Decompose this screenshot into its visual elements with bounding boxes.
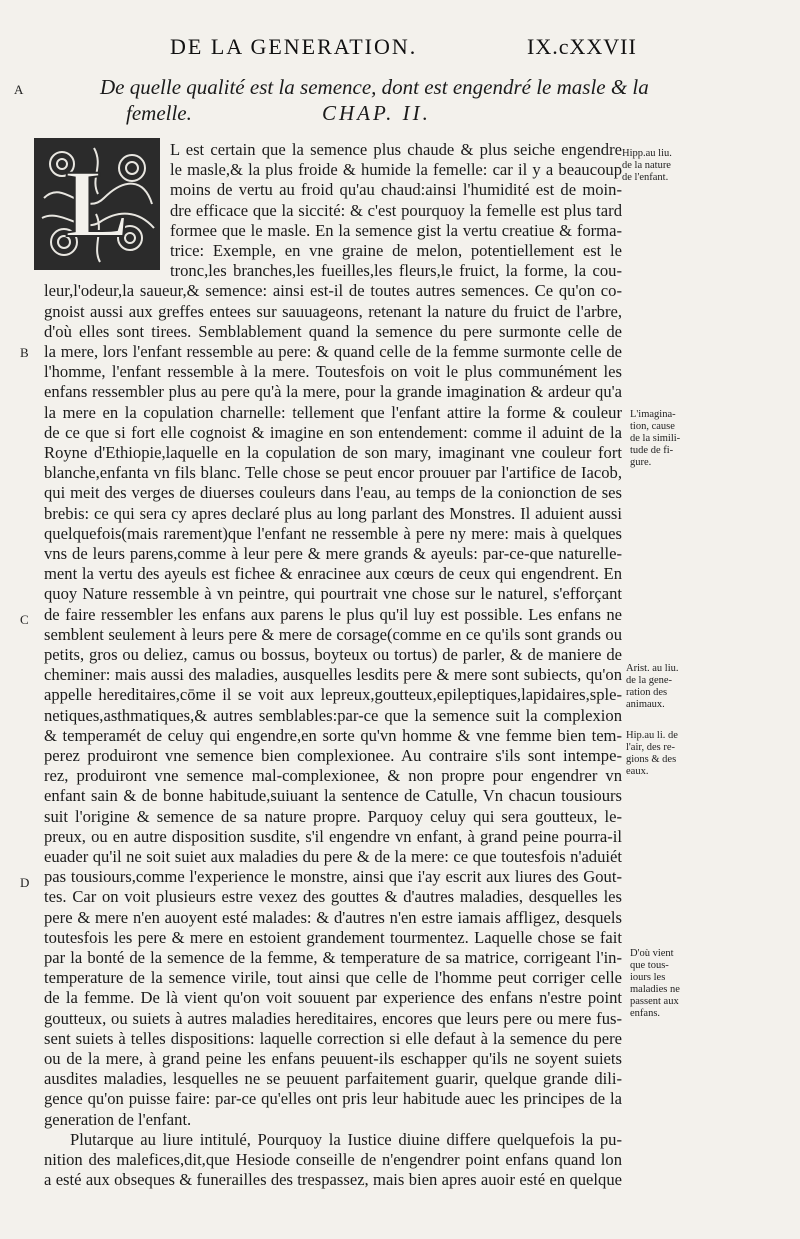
text-line: preux, ou en autre disposition susdite, s'il engendre vn enfant, à grand peine pourra-il [44,826,622,846]
text-line: moins de vertu au froid qu'au chaud:ainsi l'humidité est de moin- [170,180,622,200]
text-line: Royne d'Ethiopie,laquelle en la copulation de son mary, imaginant vne couleur fort [44,443,622,462]
text-line: l'homme, l'enfant ressemble à la mere. Toutesfois on voit le plus communément les [44,362,622,382]
initial-letter: L [64,150,130,257]
text-line: gnoist aussi aux greffes entees sur sauuageons, retenant la nature du fruict de l'arbre, [44,301,622,321]
text-line: dre efficace que la siccité: & c'est pourquoy la femelle est plus tard [170,200,622,220]
margin-note-hippocrates-air: Hip.au li. de l'air, des re- gions & des eaux. [626,730,678,777]
folio-number: IX.cXXVII [527,34,637,59]
text-line: quelquefois(mais rarement)que l'enfant ne ressemble à pere ny mere: mais à quelques [44,523,622,543]
section-marker-d: D [20,875,30,890]
text-line: la mere en la copulation charnelle: tellement que l'enfant attire la forme & couleur [44,402,622,422]
margin-note-aristotle: Arist. au liu. de la gene- ration des animaux. [626,663,679,710]
text-line: toutesfois les pere & mere en estoient grandement tourmentez. Laquelle chose se fait [44,927,622,947]
text-line: appelle hereditaires,cōme il se voit aux lepreux,goutteux,epileptiques,lapidaires,sple- [44,685,622,705]
text-line: ausdites maladies, lesquelles ne se peuuent parfaitement guarir, quelque grande dili- [44,1069,622,1089]
text-line: sent suiets à telles dispositions: laquelle correction si elle defaut à la semence du pere [44,1028,622,1048]
text-line: tronc,les branches,les fueilles,les fleurs,le fruict, la forme, la cou- [170,261,622,281]
text-line: L est certain que la semence plus chaude & plus seiche engendre [170,140,622,159]
text-line: formee que le masle. En la semence gist la vertu creatiue & forma- [170,220,622,240]
margin-note-hippocrates: Hipp.au liu. de la nature de l'enfant. [622,148,672,183]
text-line: brebis: ce qui sera cy apres declaré plus au long parlant des Monstres. Il aduient aussi [44,503,622,523]
text-line: rez, produiront vne semence mal-complexionee, & non propre pour engendrer vn [44,766,622,786]
text-line: semblent seulement à leurs pere & mere de corsage(comme en ce qu'ils sont grands ou [44,624,622,644]
text-line: Plutarque au liure intitulé, Pourquoy la Iustice diuine differe quelquefois la pu- [70,1129,622,1149]
text-line: petits, gros ou deliez, camus ou bossus, boyteux ou tortus) de parler, & de maniere de [44,645,622,664]
text-line: a esté aux obseques & funerailles des trespassez, mais bien apres auoir esté en quelque [44,1170,622,1190]
section-marker-a: A [14,82,24,97]
margin-note-imagination: L'imagina- tion, cause de la simili- tude de fi- gure. [630,409,681,468]
text-line: de ce que si fort elle cognoist & imagine en son entendement: comme il aduint de la [44,422,622,442]
text-line: ou de la mere, à grand peine les enfans peuuent-ils eschapper qu'ils ne soyent suiets [44,1049,622,1068]
text-line: enfans ressembler plus au pere qu'à la mere, pour la grande imagination & ardeur qu'a [44,382,622,402]
text-line: ment la vertu des ayeuls est fichee & enracinee aux cœurs de ceux qui engendrent. En [44,564,622,584]
text-line: nition des malefices,dit,que Hesiode conseille de n'engendrer point enfans quand lon [44,1150,622,1169]
margin-note-hereditary: D'où vient que tous- iours les maladies ne passent aux enfans. [630,948,680,1019]
section-marker-b: B [20,345,29,360]
text-line: de faire ressembler les enfans aux parens le plus qu'il luy est possible. Les enfans ne [44,604,622,624]
text-line: netiques,asthmatiques,& autres semblables:par-ce que la semence suit la complexion [44,705,622,725]
text-line: trice: Exemple, en vne graine de melon, potentiellement est le [170,241,622,260]
text-line: blanche,enfanta vn fils blanc. Telle chose se peut encor prouuer par l'artifice de Iacob, [44,463,622,483]
text-line: goutteux, ou suiets à autres maladies hereditaires, encores que leurs pere ou mere fus- [44,1008,622,1028]
text-line: de la femme. De là vient qu'on voit souuent par experience des enfans n'estre point [44,988,622,1008]
text-line: temperature de la semence virile, tout ainsi que celle de l'homme peut corriger celle [44,968,622,988]
text-line: leur,l'odeur,la saueur,& semence: ainsi est-il de toutes autres semences. Ce qu'on co- [44,281,622,301]
chapter-title-line2: femelle. [126,101,192,125]
text-line: generation de l'enfant. [44,1109,192,1129]
text-line: d'où elles sont tirees. Semblablement quand la semence du pere surmonte celle de [44,321,622,341]
text-line: pere & mere n'en auoyent esté malades: & d'autres n'en estre iamais affligez, desquels [44,907,622,927]
text-line: qui meit des verges de diuerses couleurs dans l'eau, au temps de la conionction de ses [44,483,622,503]
text-line: tes. Car on voit plusieurs estre vexez des gouttes & d'autres maladies, desquelles les [44,887,622,907]
text-line: enfant sain & de bonne habitude,suiuant la sentence de Catulle, Vn chacun tousiours [44,786,622,806]
text-line: pas tousiours,comme l'experience le monstre, ainsi que i'ay escrit aux liures des Gout- [44,867,622,887]
chapter-title-line1: De quelle qualité est la semence, dont est engendré le masle & la [100,75,649,99]
text-line: le masle,& la plus froide & humide la femelle: car il y a beaucoup [170,160,622,180]
text-line: perez produiront vne semence bien complexionee. Au contraire s'ils sont intempe- [44,746,622,765]
text-line: par la bonté de la semence de la femme, & temperature de sa matrice, corrigeant l'in- [44,948,622,967]
text-line: euader qu'il ne soit suiet aux maladies du pere & de la mere: ce que toutesfois n'aduiét [44,847,622,866]
running-head-title: DE LA GENERATION. [170,34,418,59]
text-line: cheminer: mais aussi des maladies, ausquelles lesdits pere & mere sont subiects, qu'on [44,665,622,685]
text-line: la mere, lors l'enfant ressemble au pere: & quand celle de la femme surmonte celle de [44,342,622,361]
chapter-number: CHAP. II. [322,101,431,125]
text-line: vns de leurs parens,comme à leur pere & mere grands & ayeuls: par-ce-que naturelle- [44,544,622,563]
text-line: & temperamét de celuy qui engendre,en sorte qu'vn homme & vne femme bien tem- [44,725,622,745]
decorated-initial [34,138,160,270]
section-marker-c: C [20,612,29,627]
floral-initial-ornament [34,138,160,270]
text-line: gence qu'on puisse faire: par-ce qu'elles ont pris leur habitude auec les principes de la [44,1089,622,1109]
text-line: quoy Nature ressemble à vn peintre, qui pourtrait vne chose sur le naturel, s'efforçant [44,584,622,604]
text-line: suit l'origine & semence de sa nature propre. Parquoy celuy qui sera goutteux, le- [44,806,622,826]
